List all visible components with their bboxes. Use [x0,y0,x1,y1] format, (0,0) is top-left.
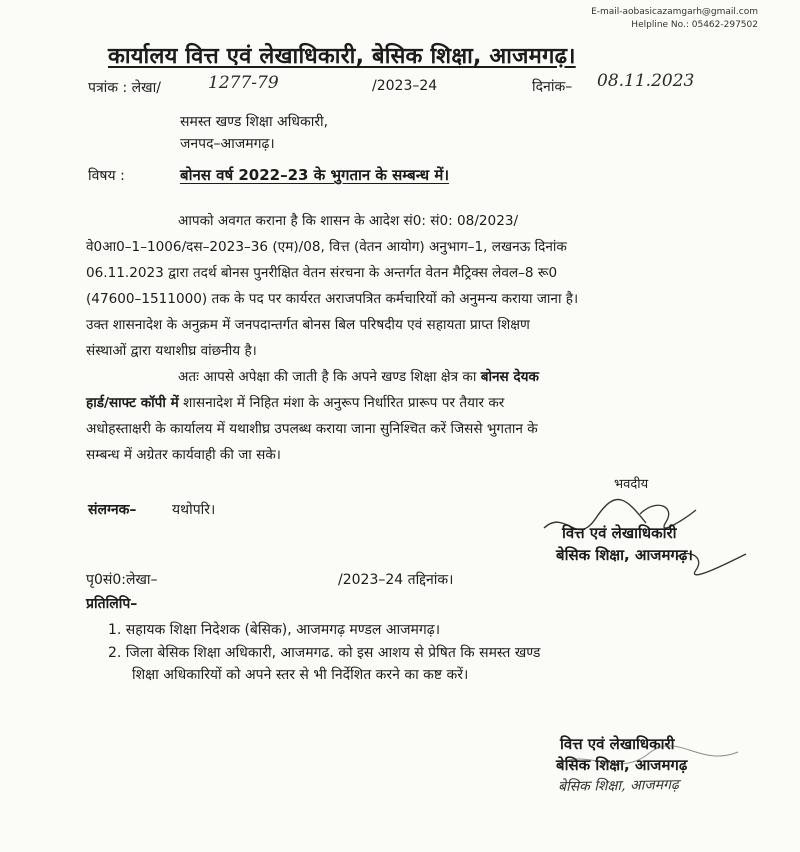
para1-line: वे0आ0–1–1006/दस–2023–36 (एम)/08, वित्त (वेतन आयोग) अनुभाग–1, लखनऊ दिनांक [86,239,567,255]
body-paragraph-1 [86,208,762,364]
stamp-line: बेसिक शिक्षा, आजमगढ़ [557,776,679,796]
para1-line: 06.11.2023 द्वारा तदर्थ बोनस पुनरीक्षित वेतन संरचना के अन्तर्गत वेतन मैट्रिक्स लेवल–8 रू0 [86,265,558,281]
para2-text: अतः आपसे अपेक्षा की जाती है कि अपने खण्ड शिक्षा क्षेत्र का [178,369,477,385]
enclosure-value: यथोपरि। [172,502,216,518]
email-text: E-mail-aobasicazamgarh@gmail.com [591,7,758,17]
stamp-overlay [548,728,748,788]
addressee-line2: जनपद–आजमगढ़। [180,136,275,152]
office-heading: कार्यालय वित्त एवं लेखाधिकारी, बेसिक शिक्षा, आजमगढ़। [108,44,576,69]
para2-line [86,364,762,390]
helpline-text: Helpline No.: 05462-297502 [631,20,758,30]
ref-year: /2023–24 [372,78,438,94]
date-label: दिनांक– [532,79,573,95]
para2-bold-b: हार्ड/साफ्ट कॉपी में [86,395,179,411]
copy-item-1: 1. सहायक शिक्षा निदेशक (बेसिक), आजमगढ़ मण्डल आजमगढ़। [108,622,440,638]
subject-label: विषय : [88,168,125,184]
para2-line [86,390,762,416]
contact-block [591,6,758,32]
body-paragraph-2 [86,364,762,468]
ref-label: पत्रांक : लेखा/ [88,80,161,96]
closing-text: भवदीय [614,477,649,492]
ref-number-handwritten: 1277-79 [208,73,279,93]
endorsement-ref-label: पृ0सं0:लेखा– [86,572,158,588]
para1-line: संस्थाओं द्वारा यथाशीघ्र वांछनीय है। [86,343,257,359]
signature1-designation: वित्त एवं लेखाधिकारी [562,524,677,542]
copy-item-2: 2. जिला बेसिक शिक्षा अधिकारी, आजमगढ. को इस आशय से प्रेषित कि समस्त खण्ड [108,645,541,661]
addressee-line1: समस्त खण्ड शिक्षा अधिकारी, [180,114,329,130]
signature1-office: बेसिक शिक्षा, आजमगढ़। [556,546,693,564]
copy-item-2-cont: शिक्षा अधिकारियों को अपने स्तर से भी निर्देशित करने का कष्ट करें। [132,667,469,683]
subject-text: बोनस वर्ष 2022–23 के भुगतान के सम्बन्ध में। [180,166,450,184]
para1-line: आपको अवगत कराना है कि शासन के आदेश सं0: सं0: 08/2023/ [178,213,519,229]
enclosure-label: संलग्नक– [88,502,137,518]
para2-line: अधोहस्ताक्षरी के कार्यालय में यथाशीघ्र उपलब्ध कराया जाना सुनिश्चित करें जिससे भुगतान के [86,421,538,437]
para1-line: (47600–1511000) तक के पद पर कार्यरत अराजपत्रित कर्मचारियों को अनुमन्य कराया जाना है। [86,291,579,307]
copy-label: प्रतिलिपि– [86,596,138,612]
endorsement-ref-year: /2023–24 तद्दिनांक। [338,572,454,588]
para1-line: उक्त शासनादेश के अनुक्रम में जनपदान्तर्गत बोनस बिल परिषदीय एवं सहायता प्राप्त शिक्षण [86,317,530,333]
signature2-office: बेसिक शिक्षा, आजमगढ़ [556,756,688,774]
signature2-designation: वित्त एवं लेखाधिकारी [560,735,675,753]
para2-bold-a: बोनस देयक [480,369,539,385]
para2-line: सम्बन्ध में अग्रेतर कार्यवाही की जा सके। [86,447,281,463]
para2-text: शासनादेश में निहित मंशा के अनुरूप निर्धारित प्रारूप पर तैयार कर [183,395,505,411]
date-handwritten: 08.11.2023 [597,71,695,91]
